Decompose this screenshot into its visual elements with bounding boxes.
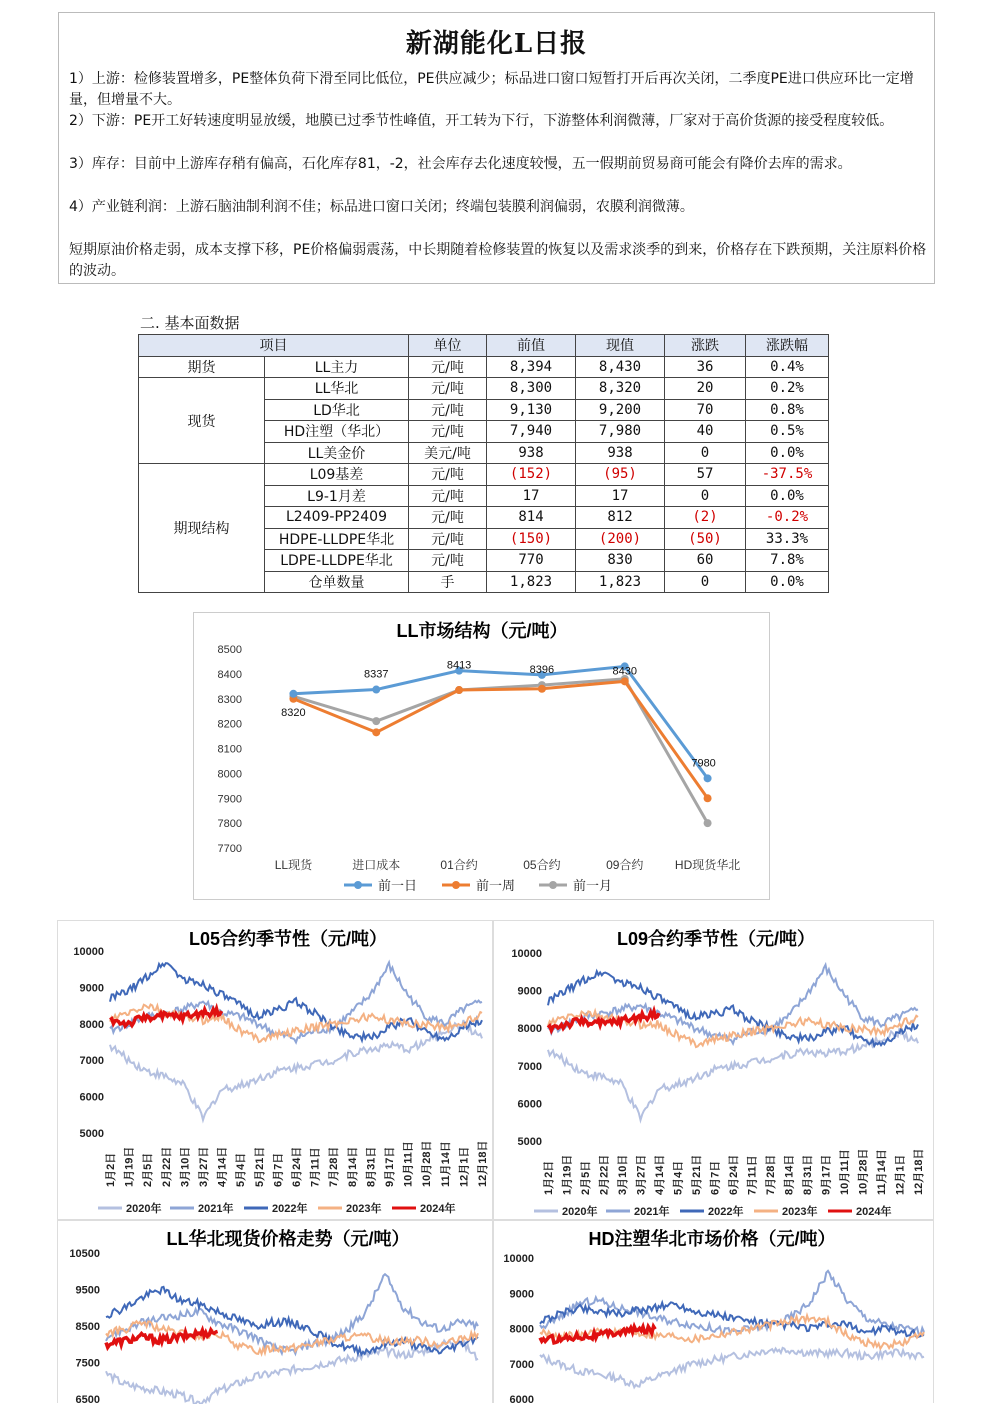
section-title: 二. 基本面数据 bbox=[140, 314, 240, 332]
x-tick-label: 8月31日 bbox=[802, 1154, 814, 1195]
y-tick-label: 9500 bbox=[75, 1284, 100, 1297]
table-cell-chg: 57 bbox=[665, 464, 746, 486]
y-tick-label: 9000 bbox=[517, 985, 542, 998]
table-cell-curr: (95) bbox=[576, 464, 665, 486]
table-cell-unit: 元/吨 bbox=[409, 399, 487, 421]
hd-inj-chart-box bbox=[493, 1220, 934, 1403]
table-cell-pct: -0.2% bbox=[746, 507, 829, 529]
table-cell-pct: 0.8% bbox=[746, 399, 829, 421]
paragraph-upstream: 1）上游：检修装置增多，PE整体负荷下滑至同比低位，PE供应减少；标品进口窗口短暂打开后再次关闭，二季度PE进口供应环比一定增量，但增量不大。 bbox=[69, 71, 914, 108]
table-cell-item: LD华北 bbox=[265, 399, 409, 421]
table-cell-pct: 0.2% bbox=[746, 378, 829, 400]
y-tick-label: 5000 bbox=[517, 1136, 542, 1148]
paragraph-profit: 4）产业链利润：上游石脑油制利润不佳；标品进口窗口关闭；终端包装膜利润偏弱，农膜利润微薄。 bbox=[69, 199, 694, 215]
table-cell-chg: 20 bbox=[665, 378, 746, 400]
table-cell-item: LDPE-LLDPE华北 bbox=[265, 550, 409, 572]
table-cell-curr: 8,430 bbox=[576, 356, 665, 378]
x-tick-label: 5月21日 bbox=[691, 1154, 703, 1195]
x-tick-label: 7月28日 bbox=[765, 1154, 777, 1195]
l05-chart-box bbox=[57, 920, 493, 1220]
data-point bbox=[704, 794, 712, 802]
data-point bbox=[455, 686, 463, 694]
structure-chart bbox=[194, 613, 769, 899]
x-tick-label: 11月14日 bbox=[439, 1141, 452, 1187]
x-tick-label: 2月22日 bbox=[160, 1146, 173, 1187]
data-point bbox=[538, 685, 546, 693]
x-tick-label: 3月10日 bbox=[617, 1154, 629, 1195]
table-cell-prev: 7,940 bbox=[487, 421, 576, 443]
legend-label: 2022年 bbox=[272, 1203, 308, 1215]
table-row bbox=[139, 378, 829, 400]
x-tick-label: 5月4日 bbox=[672, 1160, 685, 1195]
y-tick-label: 8500 bbox=[75, 1321, 100, 1333]
x-tick-label: 8月31日 bbox=[365, 1146, 378, 1187]
x-tick-label: 7月11日 bbox=[309, 1147, 322, 1187]
y-tick-label: 8000 bbox=[79, 1018, 104, 1031]
chart-title: HD注塑华北市场价格（元/吨） bbox=[588, 1229, 836, 1249]
legend-label: 前一日 bbox=[378, 878, 418, 893]
x-tick-label: 12月1日 bbox=[458, 1146, 471, 1187]
table-header-cell: 现值 bbox=[576, 335, 665, 357]
y-tick-label: 6000 bbox=[79, 1091, 104, 1104]
table-row bbox=[139, 356, 829, 378]
y-tick-label: 10000 bbox=[73, 946, 104, 958]
y-tick-label: 7000 bbox=[79, 1055, 104, 1068]
x-tick-label: HD现货华北 bbox=[674, 858, 741, 872]
series-line-1 bbox=[293, 681, 707, 798]
table-cell-pct: -37.5% bbox=[746, 464, 829, 486]
legend-label: 2023年 bbox=[782, 1206, 818, 1218]
x-tick-label: 12月18日 bbox=[477, 1140, 489, 1187]
x-tick-label: 09合约 bbox=[606, 858, 644, 872]
y-tick-label: 7000 bbox=[517, 1060, 542, 1073]
x-tick-label: 12月1日 bbox=[894, 1154, 907, 1195]
x-tick-label: 9月17日 bbox=[384, 1146, 396, 1187]
table-cell-pct: 0.0% bbox=[746, 442, 829, 464]
table-cell-chg: 0 bbox=[665, 485, 746, 507]
table-cell-pct: 0.4% bbox=[746, 356, 829, 378]
legend-marker bbox=[549, 881, 557, 889]
table-cell-prev: 770 bbox=[487, 550, 576, 572]
y-tick-label: 8200 bbox=[217, 718, 242, 731]
table-cell-unit: 元/吨 bbox=[409, 485, 487, 507]
series-line-2021年 bbox=[540, 1271, 924, 1335]
table-cell-curr: (200) bbox=[576, 528, 665, 550]
table-header-cell: 单位 bbox=[409, 335, 487, 357]
legend-label: 2024年 bbox=[856, 1206, 892, 1218]
table-cell-item: LL华北 bbox=[265, 378, 409, 400]
y-tick-label: 5000 bbox=[79, 1128, 104, 1140]
y-tick-label: 9000 bbox=[79, 982, 104, 995]
y-tick-label: 8400 bbox=[217, 668, 242, 681]
summary-box bbox=[58, 12, 935, 284]
y-tick-label: 6500 bbox=[75, 1394, 100, 1404]
table-row bbox=[139, 464, 829, 486]
x-tick-label: 1月19日 bbox=[561, 1154, 574, 1195]
table-header-cell: 涨跌幅 bbox=[746, 335, 829, 357]
table-cell-prev: 17 bbox=[487, 485, 576, 507]
table-header-cell: 项目 bbox=[139, 335, 409, 357]
data-label: 8413 bbox=[446, 659, 472, 672]
table-cell-unit: 元/吨 bbox=[409, 528, 487, 550]
table-group-cell: 期货 bbox=[139, 356, 265, 378]
table-cell-chg: 0 bbox=[665, 571, 746, 593]
data-point bbox=[372, 728, 380, 736]
data-label: 8337 bbox=[364, 668, 389, 681]
data-point bbox=[289, 690, 297, 698]
data-point bbox=[704, 819, 712, 827]
table-cell-prev: 938 bbox=[487, 442, 576, 464]
y-tick-label: 8000 bbox=[509, 1323, 534, 1336]
paragraph-outlook: 短期原油价格走弱，成本支撑下移，PE价格偏弱震荡，中长期随着检修装置的恢复以及需求淡季的到来，价格存在下跌预期，关注原料价格的波动。 bbox=[69, 242, 927, 279]
x-tick-label: 6月7日 bbox=[272, 1152, 285, 1187]
data-point bbox=[621, 677, 629, 685]
table-cell-prev: (152) bbox=[487, 464, 576, 486]
x-tick-label: 2月5日 bbox=[580, 1160, 592, 1195]
table-cell-unit: 美元/吨 bbox=[409, 442, 487, 464]
ll-spot-chart-box bbox=[57, 1220, 493, 1403]
x-tick-label: 5月4日 bbox=[235, 1152, 248, 1187]
table-cell-item: 仓单数量 bbox=[265, 571, 409, 593]
x-tick-label: 7月11日 bbox=[746, 1155, 759, 1195]
x-tick-label: 5月21日 bbox=[253, 1146, 266, 1187]
table-cell-unit: 元/吨 bbox=[409, 356, 487, 378]
x-tick-label: 10月11日 bbox=[402, 1141, 415, 1187]
x-tick-label: 4月14日 bbox=[654, 1154, 666, 1195]
series-line-2023年 bbox=[110, 1005, 482, 1043]
table-cell-pct: 7.8% bbox=[746, 550, 829, 572]
table-cell-prev: 8,394 bbox=[487, 356, 576, 378]
x-tick-label: 6月24日 bbox=[728, 1154, 740, 1195]
y-tick-label: 10000 bbox=[503, 1253, 534, 1265]
table-header-cell: 涨跌 bbox=[665, 335, 746, 357]
table-cell-chg: 0 bbox=[665, 442, 746, 464]
table-cell-curr: 8,320 bbox=[576, 378, 665, 400]
chart-title: LL华北现货价格走势（元/吨） bbox=[166, 1229, 410, 1249]
data-point bbox=[372, 717, 380, 725]
y-tick-label: 6000 bbox=[509, 1394, 534, 1404]
data-label: 8396 bbox=[529, 663, 555, 676]
table-cell-item: L09基差 bbox=[265, 464, 409, 486]
table-cell-chg: 36 bbox=[665, 356, 746, 378]
y-tick-label: 10500 bbox=[69, 1248, 100, 1260]
y-tick-label: 7900 bbox=[217, 793, 242, 806]
x-tick-label: 6月7日 bbox=[709, 1160, 722, 1195]
table-cell-curr: 17 bbox=[576, 485, 665, 507]
y-tick-label: 6000 bbox=[517, 1098, 542, 1111]
legend-marker bbox=[452, 881, 460, 889]
table-cell-curr: 938 bbox=[576, 442, 665, 464]
legend-label: 2023年 bbox=[346, 1203, 382, 1215]
y-tick-label: 7000 bbox=[509, 1358, 534, 1371]
table-cell-unit: 元/吨 bbox=[409, 378, 487, 400]
x-tick-label: 2月5日 bbox=[142, 1152, 155, 1187]
y-tick-label: 8500 bbox=[217, 644, 242, 656]
table-cell-pct: 0.5% bbox=[746, 421, 829, 443]
table-cell-curr: 1,823 bbox=[576, 571, 665, 593]
table-cell-pct: 33.3% bbox=[746, 528, 829, 550]
y-tick-label: 8300 bbox=[217, 693, 242, 706]
table-header-cell: 前值 bbox=[487, 335, 576, 357]
x-tick-label: 7月28日 bbox=[328, 1146, 341, 1187]
x-tick-label: 10月28日 bbox=[857, 1148, 870, 1195]
y-tick-label: 8000 bbox=[517, 1023, 542, 1036]
table-cell-curr: 9,200 bbox=[576, 399, 665, 421]
chart-title: LL市场结构（元/吨） bbox=[396, 621, 568, 641]
table-cell-chg: 70 bbox=[665, 399, 746, 421]
x-tick-label: LL现货 bbox=[274, 858, 313, 872]
table-cell-chg: (50) bbox=[665, 528, 746, 550]
y-tick-label: 8000 bbox=[217, 768, 242, 781]
table-cell-item: HDPE-LLDPE华北 bbox=[265, 528, 409, 550]
series-line-2 bbox=[293, 679, 707, 823]
x-tick-label: 3月27日 bbox=[198, 1146, 210, 1187]
table-cell-unit: 元/吨 bbox=[409, 464, 487, 486]
x-tick-label: 6月24日 bbox=[291, 1146, 303, 1187]
legend-label: 前一月 bbox=[573, 878, 613, 893]
table-cell-item: L2409-PP2409 bbox=[265, 507, 409, 529]
y-tick-label: 8100 bbox=[217, 743, 242, 756]
table-cell-chg: 40 bbox=[665, 421, 746, 443]
l05-seasonal-chart bbox=[58, 921, 492, 1219]
data-point bbox=[704, 774, 712, 782]
paragraph-inventory: 3）库存：目前中上游库存稍有偏高，石化库存81，-2，社会库存去化速度较慢，五一假期前贸易商可能会有降价去库的需求。 bbox=[69, 156, 852, 172]
series-line-2024年 bbox=[106, 1330, 218, 1347]
table-cell-item: LL美金价 bbox=[265, 442, 409, 464]
table-group-cell: 现货 bbox=[139, 378, 265, 464]
legend-label: 2020年 bbox=[562, 1206, 598, 1218]
table-cell-pct: 0.0% bbox=[746, 571, 829, 593]
x-tick-label: 9月17日 bbox=[820, 1154, 833, 1195]
series-line-2020年 bbox=[540, 1348, 924, 1387]
x-tick-label: 3月27日 bbox=[635, 1154, 648, 1195]
table-cell-item: LL主力 bbox=[265, 356, 409, 378]
table-cell-item: L9-1月差 bbox=[265, 485, 409, 507]
x-tick-label: 10月28日 bbox=[421, 1140, 434, 1187]
table-group-cell: 期现结构 bbox=[139, 464, 265, 593]
table-cell-prev: 9,130 bbox=[487, 399, 576, 421]
x-tick-label: 2月22日 bbox=[598, 1154, 611, 1195]
table-cell-prev: 1,823 bbox=[487, 571, 576, 593]
legend-label: 2024年 bbox=[420, 1203, 456, 1215]
report-title: 新湖能化L日报 bbox=[405, 29, 588, 59]
y-tick-label: 7500 bbox=[75, 1357, 100, 1370]
table-cell-prev: 8,300 bbox=[487, 378, 576, 400]
legend-label: 2021年 bbox=[198, 1203, 234, 1215]
table-cell-unit: 手 bbox=[409, 571, 487, 593]
paragraph-downstream: 2）下游：PE开工好转速度明显放缓，地膜已过季节性峰值，开工转为下行，下游整体利润微薄，厂家对于高价货源的接受程度较低。 bbox=[69, 113, 894, 129]
table-header-row bbox=[139, 335, 829, 357]
table-cell-prev: (150) bbox=[487, 528, 576, 550]
chart-title: L05合约季节性（元/吨） bbox=[188, 929, 388, 949]
l09-seasonal-chart bbox=[494, 921, 933, 1219]
x-tick-label: 05合约 bbox=[523, 858, 561, 872]
table-cell-curr: 812 bbox=[576, 507, 665, 529]
legend-label: 2021年 bbox=[634, 1206, 670, 1218]
fundamentals-table bbox=[138, 334, 829, 593]
y-tick-label: 10000 bbox=[511, 948, 542, 960]
x-tick-label: 8月14日 bbox=[346, 1146, 359, 1187]
y-tick-label: 7800 bbox=[217, 818, 242, 831]
l09-chart-box bbox=[493, 920, 934, 1220]
data-label: 8320 bbox=[281, 706, 306, 719]
table-cell-unit: 元/吨 bbox=[409, 550, 487, 572]
x-tick-label: 1月2日 bbox=[543, 1160, 555, 1195]
legend-label: 2020年 bbox=[126, 1203, 162, 1215]
table-cell-chg: 60 bbox=[665, 550, 746, 572]
data-label: 7980 bbox=[691, 757, 716, 770]
data-point bbox=[372, 686, 380, 694]
x-tick-label: 11月14日 bbox=[876, 1149, 888, 1195]
table-cell-curr: 7,980 bbox=[576, 421, 665, 443]
chart-title: L09合约季节性（元/吨） bbox=[616, 929, 816, 949]
x-tick-label: 01合约 bbox=[440, 858, 478, 872]
y-tick-label: 9000 bbox=[509, 1288, 534, 1301]
legend-marker bbox=[354, 881, 362, 889]
x-tick-label: 1月19日 bbox=[123, 1146, 136, 1187]
table-cell-unit: 元/吨 bbox=[409, 421, 487, 443]
ll-spot-chart bbox=[58, 1221, 492, 1404]
table-cell-unit: 元/吨 bbox=[409, 507, 487, 529]
legend-label: 前一周 bbox=[476, 878, 516, 893]
table-cell-item: HD注塑（华北） bbox=[265, 421, 409, 443]
legend-label: 2022年 bbox=[708, 1206, 744, 1218]
hd-injection-chart bbox=[494, 1221, 933, 1404]
table-cell-curr: 830 bbox=[576, 550, 665, 572]
data-label: 8430 bbox=[612, 665, 637, 678]
x-tick-label: 1月2日 bbox=[105, 1152, 117, 1187]
series-line-2020年 bbox=[110, 1020, 482, 1120]
table-cell-prev: 814 bbox=[487, 507, 576, 529]
x-tick-label: 10月11日 bbox=[839, 1149, 851, 1195]
x-tick-label: 12月18日 bbox=[913, 1148, 925, 1195]
x-tick-label: 进口成本 bbox=[352, 858, 401, 872]
x-tick-label: 8月14日 bbox=[783, 1154, 796, 1195]
x-tick-label: 3月10日 bbox=[179, 1146, 192, 1187]
y-tick-label: 7700 bbox=[217, 843, 242, 855]
structure-chart-box bbox=[193, 612, 770, 900]
x-tick-label: 4月14日 bbox=[216, 1146, 229, 1187]
table-cell-pct: 0.0% bbox=[746, 485, 829, 507]
table-cell-chg: (2) bbox=[665, 507, 746, 529]
